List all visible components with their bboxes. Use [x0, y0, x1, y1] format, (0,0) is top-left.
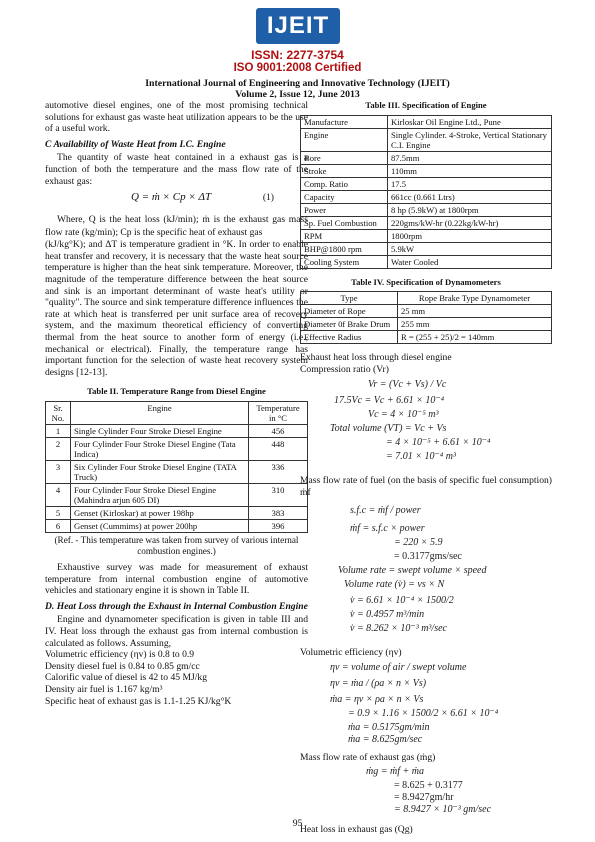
math-line: v̇ = 0.4957 m³/min: [350, 608, 425, 620]
table-cell: 1: [46, 424, 71, 437]
table-cell: Kirloskar Oil Engine Ltd., Pune: [388, 115, 552, 128]
math-line: Volume rate = swept volume × speed: [338, 564, 487, 576]
text-mass-flow-fuel: Mass flow rate of fuel (on the basis of specific fuel consumption) ṁf: [300, 475, 552, 498]
table-cell: Power: [301, 203, 388, 216]
math-line: Vc = 4 × 10⁻⁵ m³: [368, 409, 439, 421]
table-4-dynamometer-spec: [300, 291, 552, 344]
math-line: = 8.625 + 0.3177: [394, 779, 463, 791]
text-volumetric-efficiency: Volumetric efficiency (ηv): [300, 646, 402, 658]
table-row: [46, 483, 308, 506]
list-item: Calorific value of diesel is 42 to 45 MJ/kg: [45, 672, 208, 684]
issn: ISSN: 2277-3754: [251, 48, 344, 62]
table-row: [301, 128, 552, 151]
table-cell: Genset (Cummims) at power 200hp: [71, 519, 249, 532]
table-row: [301, 203, 552, 216]
table-cell: 5: [46, 506, 71, 519]
table-cell: Engine: [301, 128, 388, 151]
table-row: [301, 229, 552, 242]
compression-derivation: [300, 375, 552, 467]
math-line: = 0.9 × 1.16 × 1500/2 × 6.61 × 10⁻⁴: [348, 708, 499, 720]
table-cell: 448: [249, 437, 308, 460]
volumetric-derivation: [300, 658, 552, 748]
iso-certification: ISO 9001:2008 Certified: [233, 62, 362, 74]
text-heat-loss-exhaust: Heat loss in exhaust gas (Qg): [300, 823, 413, 835]
table-cell: 17.5: [388, 177, 552, 190]
table-cell: 2: [46, 437, 71, 460]
equation-1: [45, 190, 308, 210]
table-row: [46, 424, 308, 437]
logo-text: IJEIT: [266, 12, 330, 39]
table-cell: 25 mm: [398, 305, 552, 318]
assumption-list: [45, 649, 308, 707]
math-line: = 7.01 × 10⁻⁴ m³: [386, 451, 456, 463]
table-cell: 8 hp (5.9kW) at 1800rpm: [388, 203, 552, 216]
paragraph-waste-heat: The quantity of waste heat contained in a exhaust gas is a function of both the temperature and the mass flow rate of the exhaust gas:: [45, 152, 308, 187]
table-row: [301, 242, 552, 255]
list-item: Specific heat of exhaust gas is 1.1-1.25 KJ/kg°K: [45, 695, 232, 707]
math-line: 17.5Vc = Vc + 6.61 × 10⁻⁴: [334, 395, 445, 407]
table-cell: 310: [249, 483, 308, 506]
table-cell: Genset (Kirloskar) at power 198hp: [71, 506, 249, 519]
table-row: [301, 305, 552, 318]
table-cell: 1800rpm: [388, 229, 552, 242]
table-2-caption: Table II. Temperature Range from Diesel Engine: [87, 386, 266, 397]
table-cell: Sp. Fuel Combustion: [301, 216, 388, 229]
math-line: v̇ = 8.262 × 10⁻³ m³/sec: [350, 622, 447, 634]
list-item: Volumetric efficiency (ηv) is 0.8 to 0.9: [45, 649, 195, 661]
table-cell: 336: [249, 460, 308, 483]
table-cell: R = (255 + 25)/2 = 140mm: [398, 331, 552, 344]
table-2-header-srno: Sr. No.: [46, 401, 71, 424]
equation-1-number: (1): [262, 192, 274, 204]
math-line: Total volume (VT) = Vc + Vs: [330, 423, 447, 435]
journal-title: International Journal of Engineering and Innovative Technology (IJEIT): [145, 78, 450, 89]
section-heading-c: C Availability of Waste Heat from I.C. Engine: [45, 138, 226, 150]
table-cell: 5.9kW: [388, 242, 552, 255]
table-row: [46, 460, 308, 483]
table-cell: 3: [46, 460, 71, 483]
math-line: = 8.9427gm/hr: [394, 791, 454, 803]
table-2-reference: (Ref. - This temperature was taken from survey of various internal combustion engines.): [54, 534, 299, 557]
table-4-header-type: Type: [301, 292, 398, 305]
table-4-caption: Table IV. Specification of Dynamometers: [351, 276, 501, 287]
math-line: = 4 × 10⁻⁵ + 6.61 × 10⁻⁴: [386, 437, 491, 449]
table-cell: Diameter 0f Brake Drum: [301, 318, 398, 331]
math-line: s.f.c = ṁf / power: [350, 504, 421, 516]
table-cell: Cooling System: [301, 255, 388, 268]
math-line: = 0.3177gms/sec: [394, 550, 462, 562]
table-cell: RPM: [301, 229, 388, 242]
math-line: ṁf = s.f.c × power: [350, 522, 425, 534]
table-cell: Manufacture: [301, 115, 388, 128]
table-cell: 456: [249, 424, 308, 437]
table-3-engine-spec: [300, 115, 552, 269]
math-line: = 8.9427 × 10⁻³ gm/sec: [394, 803, 492, 815]
text-mass-flow-exhaust: Mass flow rate of exhaust gas (ṁg): [300, 752, 436, 764]
table-row: [301, 177, 552, 190]
page-number: 95: [292, 818, 303, 829]
math-line: Volume rate (v̇) = vs × N: [344, 578, 445, 590]
text-compression-ratio: Compression ratio (Vr): [300, 363, 389, 375]
table-2-header-temperature: Temperature in °C: [249, 401, 308, 424]
table-cell: Comp. Ratio: [301, 177, 388, 190]
math-line: ṁa = ηv × ρa × n × Vs: [330, 694, 424, 706]
table-row: [46, 506, 308, 519]
math-line: ṁa = 0.5175gm/min: [348, 722, 430, 734]
table-cell: Diameter of Rope: [301, 305, 398, 318]
math-line: ηv = volume of air / swept volume: [330, 662, 467, 674]
list-item: Density diesel fuel is 0.84 to 0.85 gm/cc: [45, 660, 200, 672]
table-cell: Six Cylinder Four Stroke Diesel Engine (TATA Truck): [71, 460, 249, 483]
table-cell: 4: [46, 483, 71, 506]
paragraph-intro: automotive diesel engines, one of the most promising technical solutions for exhaust gas waste heat utilization appears to be the use of a useful work.: [45, 100, 308, 135]
table-3-caption: Table III. Specification of Engine: [365, 100, 487, 110]
table-row: [301, 216, 552, 229]
paragraph-where: Where, Q is the heat loss (kJ/min); ṁ is the exhaust gas mass flow rate (kg/min); Cp is the specific heat of exhaust gas: [45, 214, 308, 239]
right-column: [300, 100, 552, 835]
volume-issue: Volume 2, Issue 12, June 2013: [235, 89, 360, 100]
table-row: [301, 331, 552, 344]
mass-flow-derivation: [300, 499, 552, 637]
table-cell: Four Cylinder Four Stroke Diesel Engine (Mahindra arjun 605 DI): [71, 483, 249, 506]
paragraph-survey: Exhaustive survey was made for measurement of exhaust temperature from internal combustion engine of automotive vehicles and stationary engine it is shown in Table II.: [45, 562, 308, 597]
math-line: Vr = (Vc + Vs) / Vc: [368, 379, 447, 391]
table-4-header-value: Rope Brake Type Dynamometer: [398, 292, 552, 305]
math-line: ηv = ṁa / (ρa × n × Vs): [330, 678, 427, 690]
table-row: [301, 151, 552, 164]
journal-logo: [256, 8, 340, 44]
math-line: v̇ = 6.61 × 10⁻⁴ × 1500/2: [350, 594, 454, 606]
paragraph-temperature: (kJ/kg°K); and ΔT is temperature gradient in °K. In order to enable heat transfer and recovery, it is necessary that the waste heat source temperature is higher than the heat sink temperature. Moreover, the magnitude of the temperature difference between the heat source and sink is an important determinant of waste heat's utility or "quality". The source and sink temperature difference influences the rate at which heat is transferred per unit surface area of recovery system, and the maximum theoretical efficiency of converting thermal from the heat source to another form of energy (i.e., mechanical or electrical). Finally, the temperature range has important function for the selection of waste heat recovery system designs [12-13].: [45, 239, 308, 378]
table-cell: Effective Radius: [301, 331, 398, 344]
table-2-temperature: [45, 401, 308, 533]
table-cell: Water Cooled: [388, 255, 552, 268]
table-cell: 110mm: [388, 164, 552, 177]
math-line: ṁa = 8.625gm/sec: [348, 734, 423, 746]
table-row: [301, 318, 552, 331]
paragraph-specification: Engine and dynamometer specification is given in table III and IV. Heat loss through the exhaust gas from internal combustion is calculated as follows. Assuming,: [45, 614, 308, 649]
table-cell: Bore: [301, 151, 388, 164]
table-cell: Single Cylinder. 4-Stroke, Vertical Stationary C.I. Engine: [388, 128, 552, 151]
table-cell: 383: [249, 506, 308, 519]
table-row: [301, 115, 552, 128]
table-cell: Four Cylinder Four Stroke Diesel Engine (Tata Indica): [71, 437, 249, 460]
table-cell: 87.5mm: [388, 151, 552, 164]
table-row: [46, 437, 308, 460]
table-row: [301, 164, 552, 177]
table-cell: Single Cylinder Four Stroke Diesel Engine: [71, 424, 249, 437]
left-column: [45, 100, 308, 707]
table-cell: Stroke: [301, 164, 388, 177]
table-cell: 220gms/kW-hr (0.22kg/kW-hr): [388, 216, 552, 229]
table-row: [46, 519, 308, 532]
section-heading-d: D. Heat Loss through the Exhaust in Internal Combustion Engine: [45, 600, 308, 612]
table-row: [301, 255, 552, 268]
table-cell: BHP@1800 rpm: [301, 242, 388, 255]
exhaust-derivation: [300, 764, 552, 820]
list-item: Density air fuel is 1.167 kg/m³: [45, 684, 163, 695]
equation-1-formula: Q = ṁ × Cp × ΔT: [131, 191, 212, 204]
table-2-header-engine: Engine: [71, 401, 249, 424]
table-cell: 396: [249, 519, 308, 532]
math-line: = 220 × 5.9: [394, 536, 443, 548]
math-line: ṁg = ṁf + ṁa: [366, 765, 424, 777]
table-cell: 661cc (0.661 Ltrs): [388, 190, 552, 203]
table-cell: 255 mm: [398, 318, 552, 331]
table-cell: 6: [46, 519, 71, 532]
text-exhaust-heat-loss: Exhaust heat loss through diesel engine: [300, 352, 452, 364]
table-cell: Capacity: [301, 190, 388, 203]
table-row: [301, 190, 552, 203]
